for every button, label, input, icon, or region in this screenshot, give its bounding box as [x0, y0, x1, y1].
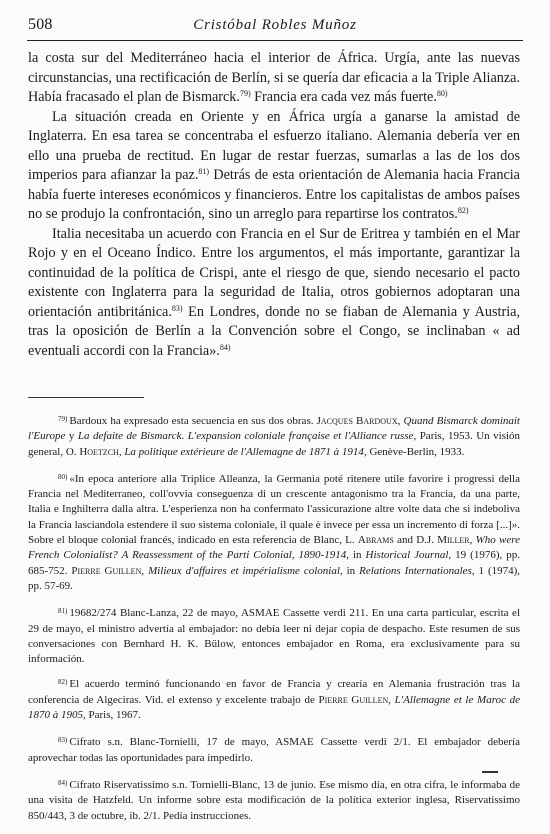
footnotes: [28, 412, 520, 834]
running-title: Cristóbal Robles Muñoz: [193, 17, 357, 33]
note-ref: 81): [198, 167, 210, 176]
italic-title: L'expansion coloniale française et l'Alliance russe: [187, 430, 414, 443]
footnote-mark: 84): [58, 778, 68, 787]
italic-title: Historical Journal: [365, 549, 449, 562]
italic-title: Quand Bismarck dominait l'Europe: [28, 415, 520, 443]
footnote-text: El acuerdo terminó funcionando en favor de Francia y crearía en Alemania frustración tras la conferencia de Algeciras. Vid. el extenso y excelente trabajo de: [28, 678, 520, 706]
footnote-text: , Genève-Berlin, 1933.: [363, 445, 465, 458]
footnote-text: , 19 (1976), pp. 685-752.: [28, 549, 521, 577]
margin-mark: [482, 771, 498, 773]
footnote-text: Cifrato Riservatissimo s.n. Tornielli-Blanc, 13 de junio. Ese mismo día, en otra cifra, le informaba de una visita de Hatzfeld. Un informe sobre esta modificación de la política exterior inglesa, Riservatissimo 850/443, 3 de octubre, ib. 2/1. Pedía instrucciones.: [28, 778, 520, 822]
footnote-text: , Paris, 1953. Un visión general, O.: [28, 430, 521, 458]
footnote-text: , in: [346, 549, 366, 562]
footnote-text: ,: [118, 445, 125, 458]
footnote-84: [28, 776, 520, 824]
footnote-text: y: [65, 430, 78, 443]
footnote-text: and D.J.: [393, 534, 438, 547]
italic-title: Relations Internationales: [359, 564, 472, 577]
footnote-mark: 82): [58, 678, 68, 687]
note-ref: 82): [457, 206, 469, 215]
note-ref: 84): [219, 342, 231, 352]
footnote-text: , Paris, 1967.: [83, 709, 141, 722]
body-text: [28, 49, 520, 361]
note-ref: 80): [436, 89, 448, 98]
note-ref: 83): [171, 303, 183, 313]
italic-title: La politique extérieure de l'Allemagne de 1871 à 1914: [124, 445, 364, 458]
footnote-text: ,: [397, 415, 404, 427]
footnote-text: ,: [469, 534, 476, 547]
paragraph-3: Italia necesitaba un acuerdo con Francia en el Sur de Eritrea y también en el Mar Rojo y en el Oceano Índico. Entre los argumentos, el más importante, garantizar la continuidad de la política de Crispi, ante el riesgo de que, siendo necesario el pacto existente con Inglaterra para la seguridad de Italia, otros gobiernos adoptaran una orientación antibritánica.$^{83)}$ En Londres, donde no se fiaban de Alemania y Austria, tras la oposición de Berlín a la Convención sobre el Congo, se inclinaban « ad eventuali accordi con la Francia».$^{84)}$: [28, 225, 520, 359]
author-name: Pierre Guillen: [71, 564, 142, 577]
footnote-mark: 80): [58, 472, 68, 481]
footnote-text: 19682/274 Blanc-Lanza, 22 de mayo, ASMAE Cassette verdi 211. En una carta particular, escrita el 29 de mayo, el ministro advertía al embajador: no debía leer ni dejar copia de despacho. Este resumen de sus conversaciones con Bernhard H. K. Bülow, entonces embajador en Roma, era exclusivamente para su información.: [28, 607, 520, 666]
footnote-80: [28, 470, 520, 594]
paragraph-2: La situación creada en Oriente y en África urgía a ganarse la amistad de Inglaterra. En esa tarea se concentraba el esfuerzo italiano. Alemania debería ver en ello una prueba de rectitud. En lugar de restar fuerzas, sumarlas a las de los dos imperios para afianzar la paz.$^{81)}$ Detrás de esta orientación de Alemania hacia Francia había fuerte intereses económicos y financieros. Entre los capitalistas de ambos países no se produjo la confrontación, sino un arreglo para repartirse los contratos.$^{82)}$: [28, 108, 520, 222]
page-number: 508: [28, 16, 53, 33]
footnote-82: [28, 675, 520, 723]
note-ref: 79): [239, 89, 251, 98]
author-name: Jacques Bardoux: [316, 415, 398, 427]
footnote-separator: [28, 397, 144, 398]
footnote-mark: 83): [58, 736, 68, 745]
author-name: Hoetzch: [79, 445, 119, 458]
footnote-text: Bardoux ha expresado esta secuencia en sus dos obras.: [69, 415, 317, 427]
footnote-text: «In epoca anteriore alla Triplice Alleanza, la Germania poté ritenere utile favorire i progressi della Francia nel Mediterraneo, coll'ovvia conseguenza di un crescente antagonismo tra la Francia, da una parte, Italia e Inghilterra dalla altra. L'esperienza non ha confermato l'assicurazione altre volte data che si indeboliva la Francia lasciandola estendere il suo sistema coloniale, il quale è invece per essa un incremento di forza [...]». Sobre el bloque colonial francés, indicado en esta referencia de Blanc, L.: [28, 472, 520, 547]
footnote-text: , in: [339, 564, 360, 577]
footnote-81: [28, 604, 520, 667]
footnote-text: Cifrato s.n. Blanc-Tornielli, 17 de mayo, ASMAE Cassette verdi 2/1. El embajador debería aprovechar todas las oportunidades para impedirlo.: [28, 736, 520, 764]
italic-title: La defaite de Bismarck: [77, 430, 182, 443]
italic-title: L'Allemagne et le Maroc de 1870 à 1905: [28, 693, 521, 722]
author-name: Abrams: [357, 534, 394, 547]
author-name: Pierre Guillen: [318, 693, 389, 706]
footnote-text: .: [181, 430, 188, 443]
header-rule: [27, 40, 523, 41]
footnote-text: ,: [141, 564, 149, 577]
footnote-text: , 1 (1974), pp. 57-69.: [28, 564, 521, 592]
italic-title: Milieux d'affaires et impérialisme colonial: [148, 564, 340, 577]
footnote-83: [28, 733, 520, 766]
footnote-text: ,: [388, 693, 395, 706]
footnote-mark: 79): [58, 415, 68, 423]
footnote-79: [28, 412, 520, 460]
paragraph-1: la costa sur del Mediterráneo hacia el interior de África. Urgía, ante las nuevas circunstancias, una rectificación de Berlín, si se quería dar eficacia a la Triple Alianza. Había fracasado el plan de Bismarck.$^{79)}$ Francia era cada vez más fuerte.$^{80)}$: [28, 50, 520, 105]
footnote-mark: 81): [58, 607, 68, 616]
italic-title: Who were French Colonialist? A Reassessment of the Parti Colonial, 1890-1914: [28, 534, 521, 562]
author-name: Miller: [437, 534, 470, 547]
